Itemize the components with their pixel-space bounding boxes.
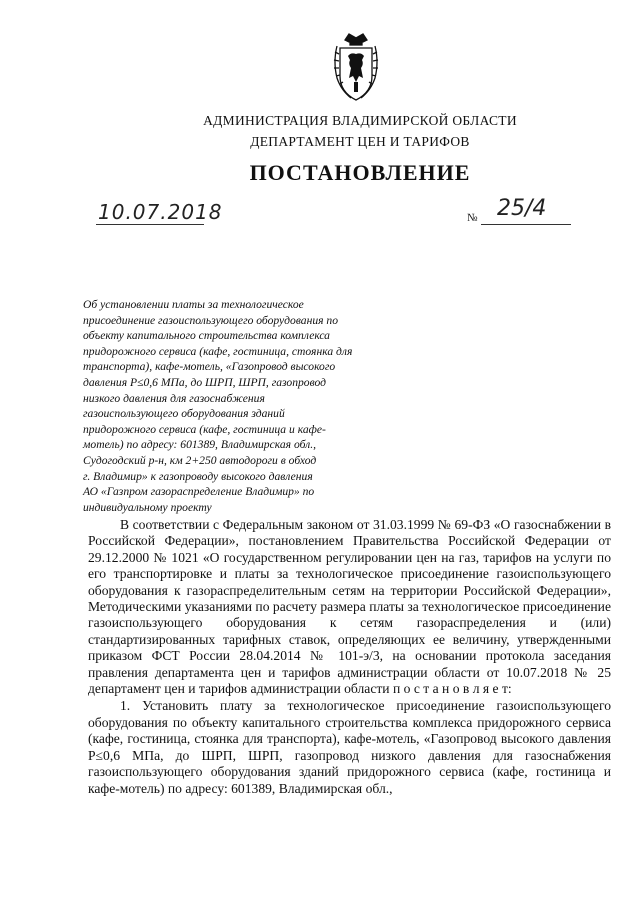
subject-line: АО «Газпром газораспределение Владимир» по xyxy=(83,485,315,499)
subject-line: давления Р≤0,6 МПа, до ШРП, ШРП, газопровод xyxy=(83,375,326,389)
subject-line: индивидуальному проекту xyxy=(83,500,212,514)
organization-name: АДМИНИСТРАЦИЯ ВЛАДИМИРСКОЙ ОБЛАСТИ xyxy=(203,113,517,128)
subject-line: низкого давления для газоснабжения xyxy=(83,391,265,405)
subject-line: мотель) по адресу: 601389, Владимирская обл., xyxy=(83,438,316,452)
subject-line: объекту капитального строительства комплекса xyxy=(83,329,330,343)
subject-line: транспорта), кафе-мотель, «Газопровод высокого xyxy=(83,360,336,374)
document-subject xyxy=(83,297,383,515)
preamble-paragraph: В соответствии с Федеральным законом от 31.03.1999 № 69-ФЗ «О газоснабжении в Российской Федерации», постановлением Правительства Российской Федерации от 29.12.2000 № 1021 «О государственном регулировании цен на газ, тарифов на услуги по его транспортировке и платы за технологическое присоединение газоиспользующего оборудования к газораспределительным сетям на территории Российской Федерации», Методическими указаниями по расчету размера платы за технологическое присоединение газоиспользующего оборудования к сетям газораспределения и (или) стандартизированных тарифных ставок, определяющих ее величину, утвержденными приказом ФСТ России 28.04.2014 № 101-э/3, на основании протокола заседания правления департамента цен и тарифов администрации области от 10.07.2018 № 25 департамент цен и тарифов администрации области п о с т а н о в л я е т: xyxy=(88,517,611,697)
document-body xyxy=(88,517,611,797)
subject-line: газоиспользующего оборудования зданий xyxy=(83,407,285,421)
document-date: 10.07.2018 xyxy=(98,200,223,224)
clause-1-paragraph: 1. Установить плату за технологическое присоединение газоиспользующего оборудования по объекту капитального строительства комплекса придорожного сервиса (кафе, гостиница, стоянка для транспорта), кафе-мотель, «Газопровод высокого давления Р≤0,6 МПа, до ШРП, ШРП, газопровод низкого давления для газоснабжения газоиспользующего оборудования зданий придорожного сервиса (кафе, гостиница и кафе-мотель) по адресу: 601389, Владимирская обл., xyxy=(88,698,611,796)
subject-line: Судогодский р-н, км 2+250 автодороги в обход xyxy=(83,453,317,467)
number-label: № xyxy=(467,212,478,224)
number-underline xyxy=(481,224,571,225)
document-number: 25/4 xyxy=(497,196,547,221)
date-underline xyxy=(96,224,204,225)
subject-line: г. Владимир» к газопроводу высокого давления xyxy=(83,469,313,483)
document-title: ПОСТАНОВЛЕНИЕ xyxy=(249,160,471,185)
subject-line: присоединение газоиспользующего оборудования по xyxy=(83,313,339,327)
subject-line: Об установлении платы за технологическое xyxy=(83,298,304,311)
subject-line: придорожного сервиса (кафе, гостиница, стоянка для xyxy=(83,344,353,358)
department-name: ДЕПАРТАМЕНТ ЦЕН И ТАРИФОВ xyxy=(250,134,470,149)
coat-of-arms-emblem xyxy=(331,30,381,106)
subject-line: придорожного сервиса (кафе, гостиница и кафе- xyxy=(83,422,326,436)
